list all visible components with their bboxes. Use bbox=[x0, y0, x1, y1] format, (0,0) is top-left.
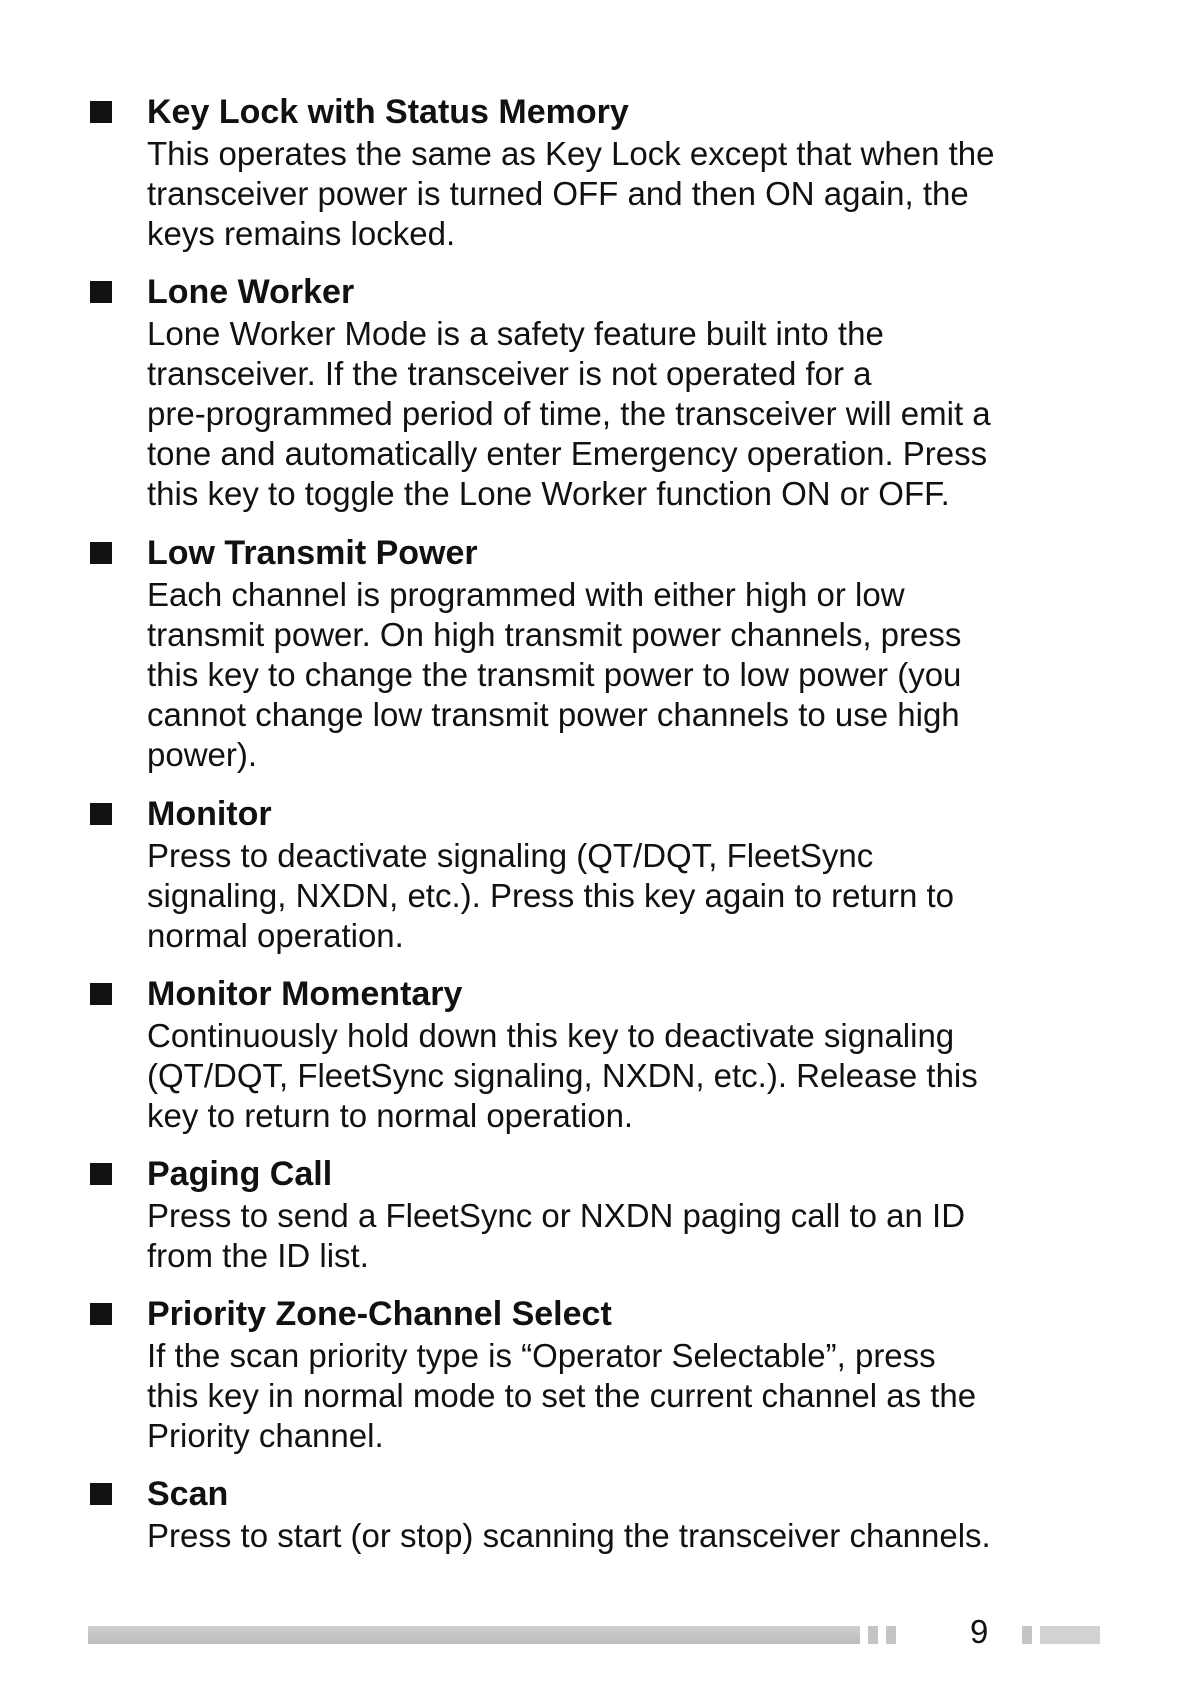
body-line: This operates the same as Key Lock except that when the bbox=[147, 135, 995, 172]
square-bullet-icon bbox=[90, 1483, 112, 1505]
body-line: (QT/DQT, FleetSync signaling, NXDN, etc.). Release this bbox=[147, 1057, 978, 1094]
section-heading: Lone Worker bbox=[147, 273, 355, 311]
section-heading: Monitor Momentary bbox=[147, 975, 463, 1013]
body-line: pre-programmed period of time, the transceiver will emit a bbox=[147, 395, 991, 432]
square-bullet-icon bbox=[90, 101, 112, 123]
section-body bbox=[147, 1516, 1167, 1556]
section-heading: Paging Call bbox=[147, 1155, 333, 1193]
body-line: Press to start (or stop) scanning the transceiver channels. bbox=[147, 1517, 991, 1554]
footer-rule-segment bbox=[1040, 1626, 1100, 1644]
body-line: Continuously hold down this key to deactivate signaling bbox=[147, 1017, 955, 1054]
body-line: tone and automatically enter Emergency operation. Press bbox=[147, 435, 988, 472]
page-number: 9 bbox=[970, 1613, 989, 1650]
section-heading: Priority Zone-Channel Select bbox=[147, 1295, 612, 1333]
body-line: transceiver. If the transceiver is not operated for a bbox=[147, 355, 872, 392]
body-line: If the scan priority type is “Operator Selectable”, press bbox=[147, 1337, 936, 1374]
section-heading: Low Transmit Power bbox=[147, 534, 478, 572]
footer-rule-segment bbox=[868, 1626, 878, 1644]
square-bullet-icon bbox=[90, 281, 112, 303]
section-body bbox=[147, 1336, 1167, 1456]
body-line: Lone Worker Mode is a safety feature built into the bbox=[147, 315, 884, 352]
body-line: this key to toggle the Lone Worker function ON or OFF. bbox=[147, 475, 950, 512]
section-heading: Scan bbox=[147, 1475, 229, 1513]
square-bullet-icon bbox=[90, 1303, 112, 1325]
body-line: from the ID list. bbox=[147, 1237, 369, 1274]
section-heading: Key Lock with Status Memory bbox=[147, 93, 629, 131]
square-bullet-icon bbox=[90, 1163, 112, 1185]
body-line: this key to change the transmit power to low power (you bbox=[147, 656, 962, 693]
section-body bbox=[147, 314, 1167, 514]
body-line: normal operation. bbox=[147, 917, 404, 954]
section-body bbox=[147, 575, 1167, 775]
page-footer bbox=[0, 1606, 1190, 1666]
body-line: this key in normal mode to set the current channel as the bbox=[147, 1377, 977, 1414]
body-line: cannot change low transmit power channels to use high bbox=[147, 696, 960, 733]
section-body bbox=[147, 1196, 1167, 1276]
square-bullet-icon bbox=[90, 983, 112, 1005]
body-line: key to return to normal operation. bbox=[147, 1097, 634, 1134]
body-line: transmit power. On high transmit power channels, press bbox=[147, 616, 962, 653]
section-body bbox=[147, 1016, 1167, 1136]
square-bullet-icon bbox=[90, 542, 112, 564]
body-line: keys remains locked. bbox=[147, 215, 456, 252]
section-body bbox=[147, 134, 1167, 254]
footer-rule bbox=[88, 1626, 860, 1644]
body-line: Press to deactivate signaling (QT/DQT, FleetSync bbox=[147, 837, 874, 874]
body-line: Priority channel. bbox=[147, 1417, 384, 1454]
body-line: signaling, NXDN, etc.). Press this key again to return to bbox=[147, 877, 955, 914]
body-line: Each channel is programmed with either high or low bbox=[147, 576, 905, 613]
section-body bbox=[147, 836, 1167, 956]
body-line: Press to send a FleetSync or NXDN paging call to an ID bbox=[147, 1197, 966, 1234]
section-heading: Monitor bbox=[147, 795, 272, 833]
footer-rule-segment bbox=[886, 1626, 896, 1644]
footer-rule-segment bbox=[1022, 1626, 1032, 1644]
square-bullet-icon bbox=[90, 803, 112, 825]
body-line: transceiver power is turned OFF and then ON again, the bbox=[147, 175, 969, 212]
body-line: power). bbox=[147, 736, 258, 773]
